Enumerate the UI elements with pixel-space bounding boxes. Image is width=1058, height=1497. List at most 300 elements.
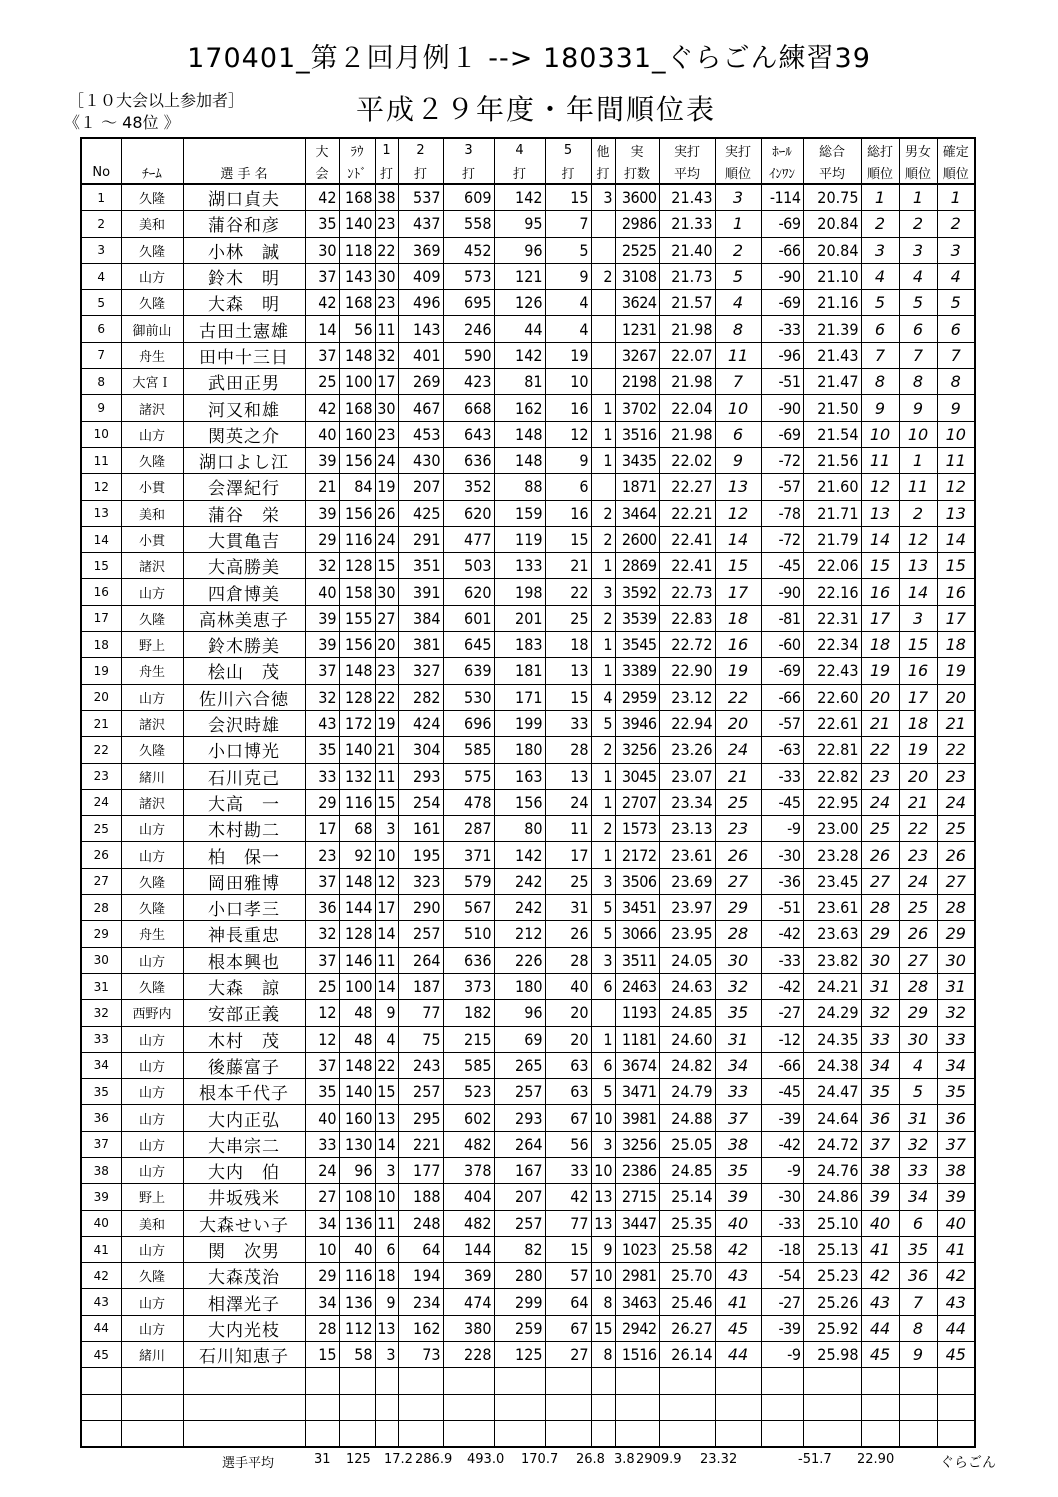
team-cell: 諸沢	[121, 789, 183, 815]
shot5: 33	[545, 1157, 591, 1183]
team-cell: 山方	[121, 816, 183, 842]
empty-cell	[899, 1368, 937, 1394]
team-cell: 舟生	[121, 342, 183, 368]
shot5: 67	[545, 1105, 591, 1131]
player-name: 神長重忠	[183, 921, 305, 947]
empty-cell	[659, 1368, 715, 1394]
overall-rank: 38	[861, 1157, 899, 1183]
column-header-bottom: 打	[375, 161, 398, 184]
empty-cell	[398, 1394, 443, 1420]
shot1: 21	[375, 737, 398, 763]
shot-avg: 24.85	[659, 1000, 715, 1026]
events: 40	[305, 579, 339, 605]
final-rank: 41	[937, 1236, 975, 1262]
final-rank: 15	[937, 553, 975, 579]
shot3: 579	[443, 868, 494, 894]
rounds: 112	[339, 1315, 375, 1341]
rounds: 68	[339, 816, 375, 842]
shot5: 25	[545, 605, 591, 631]
overall-avg: 23.82	[803, 947, 861, 973]
shot-avg: 21.73	[659, 263, 715, 289]
shot2: 194	[398, 1263, 443, 1289]
empty-cell	[861, 1368, 899, 1394]
row-no: 33	[81, 1026, 121, 1052]
shot4: 95	[494, 211, 545, 237]
empty-cell	[398, 1420, 443, 1447]
shot1: 19	[375, 710, 398, 736]
column-header-top: 総合	[803, 138, 861, 161]
shot1: 6	[375, 1236, 398, 1262]
hole-in-one: -69	[761, 421, 803, 447]
shot-other: 1	[591, 763, 615, 789]
overall-avg: 23.61	[803, 895, 861, 921]
column-header-top: 実打	[659, 138, 715, 161]
overall-rank: 28	[861, 895, 899, 921]
player-name: 会澤紀行	[183, 474, 305, 500]
table-row	[81, 1105, 975, 1131]
team-cell: 諸沢	[121, 553, 183, 579]
shot2: 243	[398, 1052, 443, 1078]
overall-rank: 9	[861, 395, 899, 421]
total-shots: 2959	[615, 684, 659, 710]
team-cell: 久隆	[121, 237, 183, 263]
shot2: 291	[398, 526, 443, 552]
shot4: 96	[494, 237, 545, 263]
gender-rank: 22	[899, 816, 937, 842]
rounds: 92	[339, 842, 375, 868]
total-shots: 1181	[615, 1026, 659, 1052]
empty-cell	[659, 1394, 715, 1420]
shot-other: 10	[591, 1105, 615, 1131]
row-no: 19	[81, 658, 121, 684]
shot4: 119	[494, 526, 545, 552]
shot2: 207	[398, 474, 443, 500]
team-cell: 山方	[121, 684, 183, 710]
player-name: 根本千代子	[183, 1079, 305, 1105]
rounds: 144	[339, 895, 375, 921]
average-value: 493.0	[467, 1452, 505, 1467]
overall-avg: 25.23	[803, 1263, 861, 1289]
shot4: 259	[494, 1315, 545, 1341]
shot-other: 2	[591, 816, 615, 842]
empty-cell	[861, 1420, 899, 1447]
events: 37	[305, 947, 339, 973]
player-name: 小口孝三	[183, 895, 305, 921]
shot4: 142	[494, 184, 545, 211]
total-shots: 3447	[615, 1210, 659, 1236]
table-row	[81, 1315, 975, 1341]
shot-rank: 32	[715, 973, 761, 999]
page-title: 平成２９年度・年間順位表	[356, 93, 717, 126]
events: 35	[305, 211, 339, 237]
table-row	[81, 579, 975, 605]
rounds: 108	[339, 1184, 375, 1210]
player-name: 会沢時雄	[183, 710, 305, 736]
table-row	[81, 1000, 975, 1026]
shot5: 64	[545, 1289, 591, 1315]
shot1: 3	[375, 1342, 398, 1368]
team-cell: 緒川	[121, 763, 183, 789]
shot1: 30	[375, 579, 398, 605]
empty-row	[81, 1368, 975, 1394]
total-shots: 3045	[615, 763, 659, 789]
shot1: 22	[375, 1052, 398, 1078]
average-value: 22.90	[857, 1452, 895, 1467]
overall-avg: 20.84	[803, 211, 861, 237]
player-name: 大高 一	[183, 789, 305, 815]
overall-avg: 20.84	[803, 237, 861, 263]
team-cell: 久隆	[121, 184, 183, 211]
row-no: 37	[81, 1131, 121, 1157]
shot3: 668	[443, 395, 494, 421]
shot2: 177	[398, 1157, 443, 1183]
shot-rank: 13	[715, 474, 761, 500]
shot4: 163	[494, 763, 545, 789]
shot5: 31	[545, 895, 591, 921]
rounds: 156	[339, 500, 375, 526]
events: 34	[305, 1210, 339, 1236]
table-row	[81, 500, 975, 526]
shot4: 183	[494, 632, 545, 658]
total-shots: 1023	[615, 1236, 659, 1262]
average-value: 2909.9	[636, 1452, 682, 1467]
shot5: 67	[545, 1315, 591, 1341]
shot1: 10	[375, 842, 398, 868]
shot-rank: 18	[715, 605, 761, 631]
shot-rank: 33	[715, 1079, 761, 1105]
player-name: 鈴木 明	[183, 263, 305, 289]
hole-in-one: -72	[761, 526, 803, 552]
team-cell: 久隆	[121, 737, 183, 763]
team-cell: 野上	[121, 632, 183, 658]
overall-rank: 44	[861, 1315, 899, 1341]
shot1: 14	[375, 1131, 398, 1157]
overall-rank: 25	[861, 816, 899, 842]
column-header-top: 3	[443, 138, 494, 161]
final-rank: 4	[937, 263, 975, 289]
shot4: 159	[494, 500, 545, 526]
empty-cell	[398, 1368, 443, 1394]
average-value: 31	[314, 1452, 331, 1467]
shot1: 22	[375, 237, 398, 263]
shot-other: 1	[591, 395, 615, 421]
table-row	[81, 842, 975, 868]
final-rank: 8	[937, 369, 975, 395]
shot3: 452	[443, 237, 494, 263]
shot3: 573	[443, 263, 494, 289]
overall-rank: 29	[861, 921, 899, 947]
player-name: 蒲谷和彦	[183, 211, 305, 237]
shot5: 7	[545, 211, 591, 237]
shot-rank: 35	[715, 1157, 761, 1183]
team-cell: 山方	[121, 1157, 183, 1183]
rounds: 136	[339, 1210, 375, 1236]
header-row-1	[81, 138, 975, 161]
column-header-bottom: 平均	[659, 161, 715, 184]
shot2: 401	[398, 342, 443, 368]
shot4: 80	[494, 816, 545, 842]
overall-rank: 32	[861, 1000, 899, 1026]
shot5: 18	[545, 632, 591, 658]
player-name: 田中十三日	[183, 342, 305, 368]
average-value: 125	[346, 1452, 371, 1467]
shot4: 96	[494, 1000, 545, 1026]
team-cell: 美和	[121, 211, 183, 237]
team-cell: 舟生	[121, 658, 183, 684]
player-name: 岡田雅博	[183, 868, 305, 894]
gender-rank: 36	[899, 1263, 937, 1289]
final-rank: 12	[937, 474, 975, 500]
column-header-bottom: 打数	[615, 161, 659, 184]
row-no: 30	[81, 947, 121, 973]
gender-rank: 17	[899, 684, 937, 710]
events: 37	[305, 1052, 339, 1078]
shot1: 24	[375, 447, 398, 473]
shot-avg: 21.98	[659, 369, 715, 395]
hole-in-one: -12	[761, 1026, 803, 1052]
overall-rank: 34	[861, 1052, 899, 1078]
hole-in-one: -81	[761, 605, 803, 631]
table-header	[81, 138, 975, 184]
overall-avg: 25.92	[803, 1315, 861, 1341]
shot3: 182	[443, 1000, 494, 1026]
hole-in-one: -45	[761, 789, 803, 815]
column-header-bottom: 打	[398, 161, 443, 184]
total-shots: 3624	[615, 290, 659, 316]
row-no: 43	[81, 1289, 121, 1315]
shot-avg: 24.85	[659, 1157, 715, 1183]
shot2: 254	[398, 789, 443, 815]
final-rank: 27	[937, 868, 975, 894]
final-rank: 10	[937, 421, 975, 447]
row-no: 9	[81, 395, 121, 421]
shot-avg: 22.21	[659, 500, 715, 526]
shot1: 12	[375, 868, 398, 894]
rounds: 148	[339, 1052, 375, 1078]
final-rank: 30	[937, 947, 975, 973]
empty-cell	[545, 1394, 591, 1420]
row-no: 42	[81, 1263, 121, 1289]
shot5: 57	[545, 1263, 591, 1289]
shot-avg: 24.60	[659, 1026, 715, 1052]
gender-rank: 35	[899, 1236, 937, 1262]
events: 32	[305, 553, 339, 579]
shot-other: 8	[591, 1289, 615, 1315]
row-no: 38	[81, 1157, 121, 1183]
team-cell: 山方	[121, 579, 183, 605]
final-rank: 45	[937, 1342, 975, 1368]
shot-other: 3	[591, 947, 615, 973]
overall-rank: 23	[861, 763, 899, 789]
rounds: 116	[339, 1263, 375, 1289]
empty-cell	[305, 1368, 339, 1394]
shot-other: 6	[591, 973, 615, 999]
column-header-top: 男女	[899, 138, 937, 161]
shot1: 15	[375, 553, 398, 579]
shot-rank: 21	[715, 763, 761, 789]
shot-rank: 1	[715, 211, 761, 237]
shot-other: 8	[591, 1342, 615, 1368]
hole-in-one: -45	[761, 553, 803, 579]
shot1: 11	[375, 1210, 398, 1236]
shot-other: 4	[591, 684, 615, 710]
final-rank: 29	[937, 921, 975, 947]
shot2: 424	[398, 710, 443, 736]
player-name: 木村 茂	[183, 1026, 305, 1052]
player-name: 石川知恵子	[183, 1342, 305, 1368]
total-shots: 3471	[615, 1079, 659, 1105]
overall-avg: 21.50	[803, 395, 861, 421]
overall-avg: 24.38	[803, 1052, 861, 1078]
total-shots: 3539	[615, 605, 659, 631]
total-shots: 2869	[615, 553, 659, 579]
rounds: 128	[339, 921, 375, 947]
team-cell: 御前山	[121, 316, 183, 342]
hole-in-one: -33	[761, 763, 803, 789]
shot1: 38	[375, 184, 398, 211]
player-name: 大森茂治	[183, 1263, 305, 1289]
row-no: 21	[81, 710, 121, 736]
overall-avg: 24.76	[803, 1157, 861, 1183]
shot-avg: 21.33	[659, 211, 715, 237]
table-row	[81, 526, 975, 552]
row-no: 8	[81, 369, 121, 395]
rounds: 132	[339, 763, 375, 789]
shot3: 503	[443, 553, 494, 579]
shot-other: 2	[591, 526, 615, 552]
table-row	[81, 658, 975, 684]
overall-rank: 21	[861, 710, 899, 736]
shot-avg: 22.94	[659, 710, 715, 736]
gender-rank: 34	[899, 1184, 937, 1210]
table-row	[81, 1026, 975, 1052]
empty-cell	[615, 1420, 659, 1447]
shot-avg: 23.12	[659, 684, 715, 710]
shot-avg: 23.61	[659, 842, 715, 868]
empty-cell	[861, 1394, 899, 1420]
overall-rank: 43	[861, 1289, 899, 1315]
events: 33	[305, 763, 339, 789]
gender-rank: 29	[899, 1000, 937, 1026]
events: 27	[305, 1184, 339, 1210]
overall-avg: 23.63	[803, 921, 861, 947]
rounds: 140	[339, 211, 375, 237]
shot5: 9	[545, 263, 591, 289]
hole-in-one: -69	[761, 211, 803, 237]
gender-rank: 2	[899, 211, 937, 237]
shot-avg: 23.07	[659, 763, 715, 789]
shot2: 327	[398, 658, 443, 684]
shot5: 15	[545, 184, 591, 211]
team-cell: 山方	[121, 421, 183, 447]
table-row	[81, 263, 975, 289]
shot3: 696	[443, 710, 494, 736]
empty-cell	[899, 1394, 937, 1420]
row-no: 31	[81, 973, 121, 999]
gender-rank: 12	[899, 526, 937, 552]
rounds: 100	[339, 973, 375, 999]
total-shots: 3946	[615, 710, 659, 736]
row-no: 28	[81, 895, 121, 921]
player-name: 大森 明	[183, 290, 305, 316]
rounds: 148	[339, 342, 375, 368]
shot1: 24	[375, 526, 398, 552]
events: 36	[305, 895, 339, 921]
overall-avg: 21.54	[803, 421, 861, 447]
column-header-top: 総打	[861, 138, 899, 161]
shot5: 56	[545, 1131, 591, 1157]
gender-rank: 7	[899, 1289, 937, 1315]
column-header-bottom: 選 手 名	[183, 161, 305, 184]
overall-rank: 12	[861, 474, 899, 500]
overall-avg: 24.35	[803, 1026, 861, 1052]
shot5: 27	[545, 1342, 591, 1368]
shot2: 257	[398, 921, 443, 947]
final-rank: 25	[937, 816, 975, 842]
events: 37	[305, 868, 339, 894]
shot-avg: 22.41	[659, 526, 715, 552]
player-name: 根本興也	[183, 947, 305, 973]
gender-rank: 5	[899, 1079, 937, 1105]
shot-other: 13	[591, 1210, 615, 1236]
events: 28	[305, 1315, 339, 1341]
shot-avg: 25.46	[659, 1289, 715, 1315]
shot-avg: 25.05	[659, 1131, 715, 1157]
hole-in-one: -33	[761, 947, 803, 973]
player-name: 大貫亀吉	[183, 526, 305, 552]
shot3: 590	[443, 342, 494, 368]
hole-in-one: -45	[761, 1079, 803, 1105]
row-no: 7	[81, 342, 121, 368]
hole-in-one: -63	[761, 737, 803, 763]
overall-avg: 24.64	[803, 1105, 861, 1131]
shot-rank: 31	[715, 1026, 761, 1052]
gender-rank: 18	[899, 710, 937, 736]
rounds: 116	[339, 789, 375, 815]
table-row	[81, 395, 975, 421]
events: 29	[305, 526, 339, 552]
empty-cell	[937, 1368, 975, 1394]
events: 39	[305, 447, 339, 473]
shot-other: 3	[591, 1131, 615, 1157]
column-header-top: ﾗｳ	[339, 138, 375, 161]
empty-cell	[803, 1368, 861, 1394]
shot4: 125	[494, 1342, 545, 1368]
gender-rank: 4	[899, 1052, 937, 1078]
empty-cell	[615, 1368, 659, 1394]
final-rank: 35	[937, 1079, 975, 1105]
shot4: 81	[494, 369, 545, 395]
hole-in-one: -90	[761, 395, 803, 421]
shot5: 13	[545, 763, 591, 789]
overall-avg: 24.29	[803, 1000, 861, 1026]
events: 12	[305, 1026, 339, 1052]
gender-rank: 33	[899, 1157, 937, 1183]
overall-avg: 21.39	[803, 316, 861, 342]
shot-rank: 37	[715, 1105, 761, 1131]
shot-rank: 38	[715, 1131, 761, 1157]
shot-avg: 21.57	[659, 290, 715, 316]
shot-other: 3	[591, 579, 615, 605]
empty-cell	[659, 1420, 715, 1447]
shot-avg: 24.88	[659, 1105, 715, 1131]
table-row	[81, 211, 975, 237]
total-shots: 3600	[615, 184, 659, 211]
overall-avg: 25.13	[803, 1236, 861, 1262]
gender-rank: 9	[899, 1342, 937, 1368]
shot1: 30	[375, 263, 398, 289]
shot1: 9	[375, 1289, 398, 1315]
